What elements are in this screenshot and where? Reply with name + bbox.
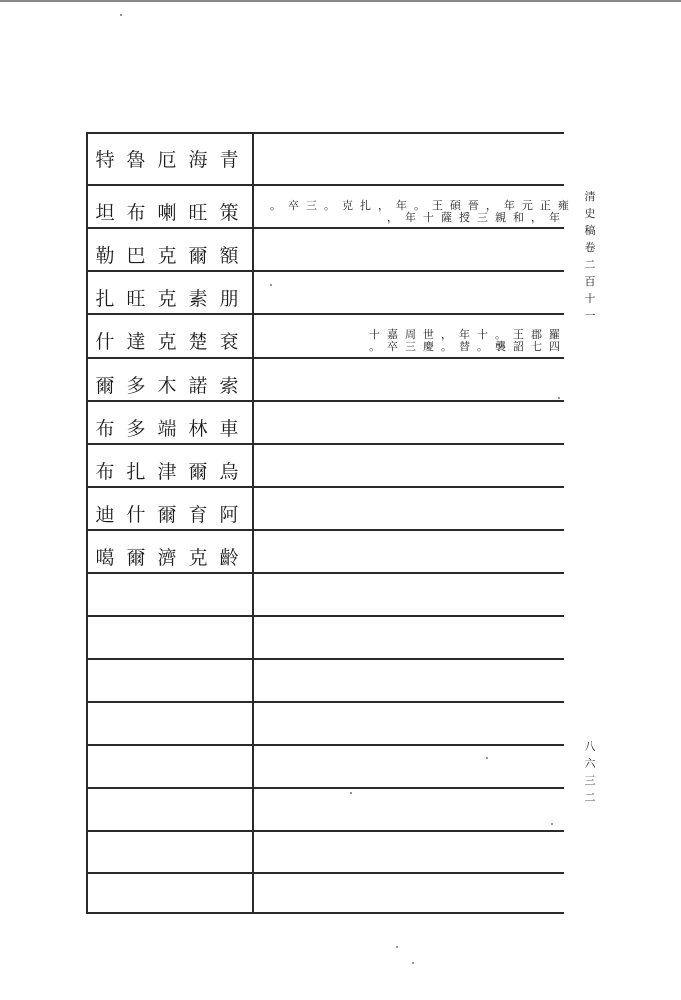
name-character: 克	[157, 331, 177, 353]
table-row	[0, 452, 252, 492]
name-character: 什	[126, 504, 146, 526]
table-row-rule	[86, 701, 564, 703]
name-character: 額	[219, 245, 239, 267]
table-row	[0, 495, 252, 535]
name-character: 扎	[95, 288, 115, 310]
name-character: 坦	[95, 202, 115, 224]
name-character: 旺	[188, 202, 208, 224]
table-row	[0, 322, 252, 362]
name-character: 布	[126, 202, 146, 224]
table-row-rule	[86, 830, 564, 832]
name-character: 克	[188, 547, 208, 569]
table-row-rule	[86, 787, 564, 789]
name-character: 布	[95, 461, 115, 483]
page-top-border	[0, 0, 681, 2]
name-character: 爾	[157, 504, 177, 526]
name-character: 魯	[126, 149, 146, 171]
name-character: 爾	[188, 245, 208, 267]
name-character: 索	[219, 375, 239, 397]
table-row-rule	[86, 658, 564, 660]
name-character: 克	[157, 288, 177, 310]
table-row	[0, 193, 252, 233]
table-bottom-rule	[86, 912, 564, 914]
table-row	[0, 538, 252, 578]
scan-speck	[120, 14, 122, 16]
name-character: 林	[188, 418, 208, 440]
name-character: 旺	[126, 288, 146, 310]
table-row-rule	[86, 744, 564, 746]
volume-title: 清史稿卷二百十一	[584, 190, 596, 322]
page-number: 八六三二	[584, 740, 596, 804]
table-row	[0, 409, 252, 449]
name-character: 青	[219, 149, 239, 171]
name-character: 爾	[126, 547, 146, 569]
name-character: 素	[188, 288, 208, 310]
name-character: 策	[219, 202, 239, 224]
scan-speck	[270, 284, 272, 286]
name-character: 噶	[95, 547, 115, 569]
name-character: 什	[95, 331, 115, 353]
name-character: 喇	[157, 202, 177, 224]
name-character: 烏	[219, 461, 239, 483]
table-row	[0, 236, 252, 276]
name-character: 阿	[219, 504, 239, 526]
name-character: 齡	[219, 547, 239, 569]
name-character: 濟	[157, 547, 177, 569]
name-character: 津	[157, 461, 177, 483]
name-character: 多	[126, 375, 146, 397]
name-character: 端	[157, 418, 177, 440]
scan-speck	[551, 823, 553, 825]
name-character: 迪	[95, 504, 115, 526]
scan-speck	[350, 792, 352, 794]
name-character: 爾	[188, 461, 208, 483]
name-character: 巴	[126, 245, 146, 267]
table-row-rule	[86, 615, 564, 617]
name-character: 車	[219, 418, 239, 440]
name-character: 扎	[126, 461, 146, 483]
name-character: 朋	[219, 288, 239, 310]
name-character: 多	[126, 418, 146, 440]
entry-note-line: 。 卒 三 。 克 扎 ， 年 。 王 碩 晉 ， 年 元 正 雍	[270, 199, 569, 212]
table-row-rule	[86, 184, 564, 186]
table-column-divider	[252, 132, 254, 912]
scan-speck	[396, 946, 398, 948]
name-character: 勒	[95, 245, 115, 267]
name-character: 達	[126, 331, 146, 353]
table-row	[0, 366, 252, 406]
name-character: 爾	[95, 375, 115, 397]
entry-note-line: 。 卒 三 慶 。 替 。 襲 詔 七 四	[369, 340, 560, 353]
name-character: 育	[188, 504, 208, 526]
table-top-rule	[86, 132, 564, 134]
entry-note-line: ， 年 十 薩 授 三 親 和 ， 年	[387, 211, 560, 224]
name-character: 厄	[157, 149, 177, 171]
name-character: 楚	[188, 331, 208, 353]
entry-note-line: 十 嘉 周 世 ， 年 十 。 王 郡 羅	[369, 328, 560, 341]
name-character: 海	[188, 149, 208, 171]
scan-speck	[558, 397, 560, 399]
table-row-rule	[86, 872, 564, 874]
scan-speck	[412, 962, 414, 964]
name-character: 諾	[188, 375, 208, 397]
table-row	[0, 279, 252, 319]
name-character: 克	[157, 245, 177, 267]
name-character: 特	[95, 149, 115, 171]
table-row	[0, 140, 252, 180]
name-character: 布	[95, 418, 115, 440]
scan-speck	[486, 757, 488, 759]
name-character: 袞	[219, 331, 239, 353]
name-character: 木	[157, 375, 177, 397]
